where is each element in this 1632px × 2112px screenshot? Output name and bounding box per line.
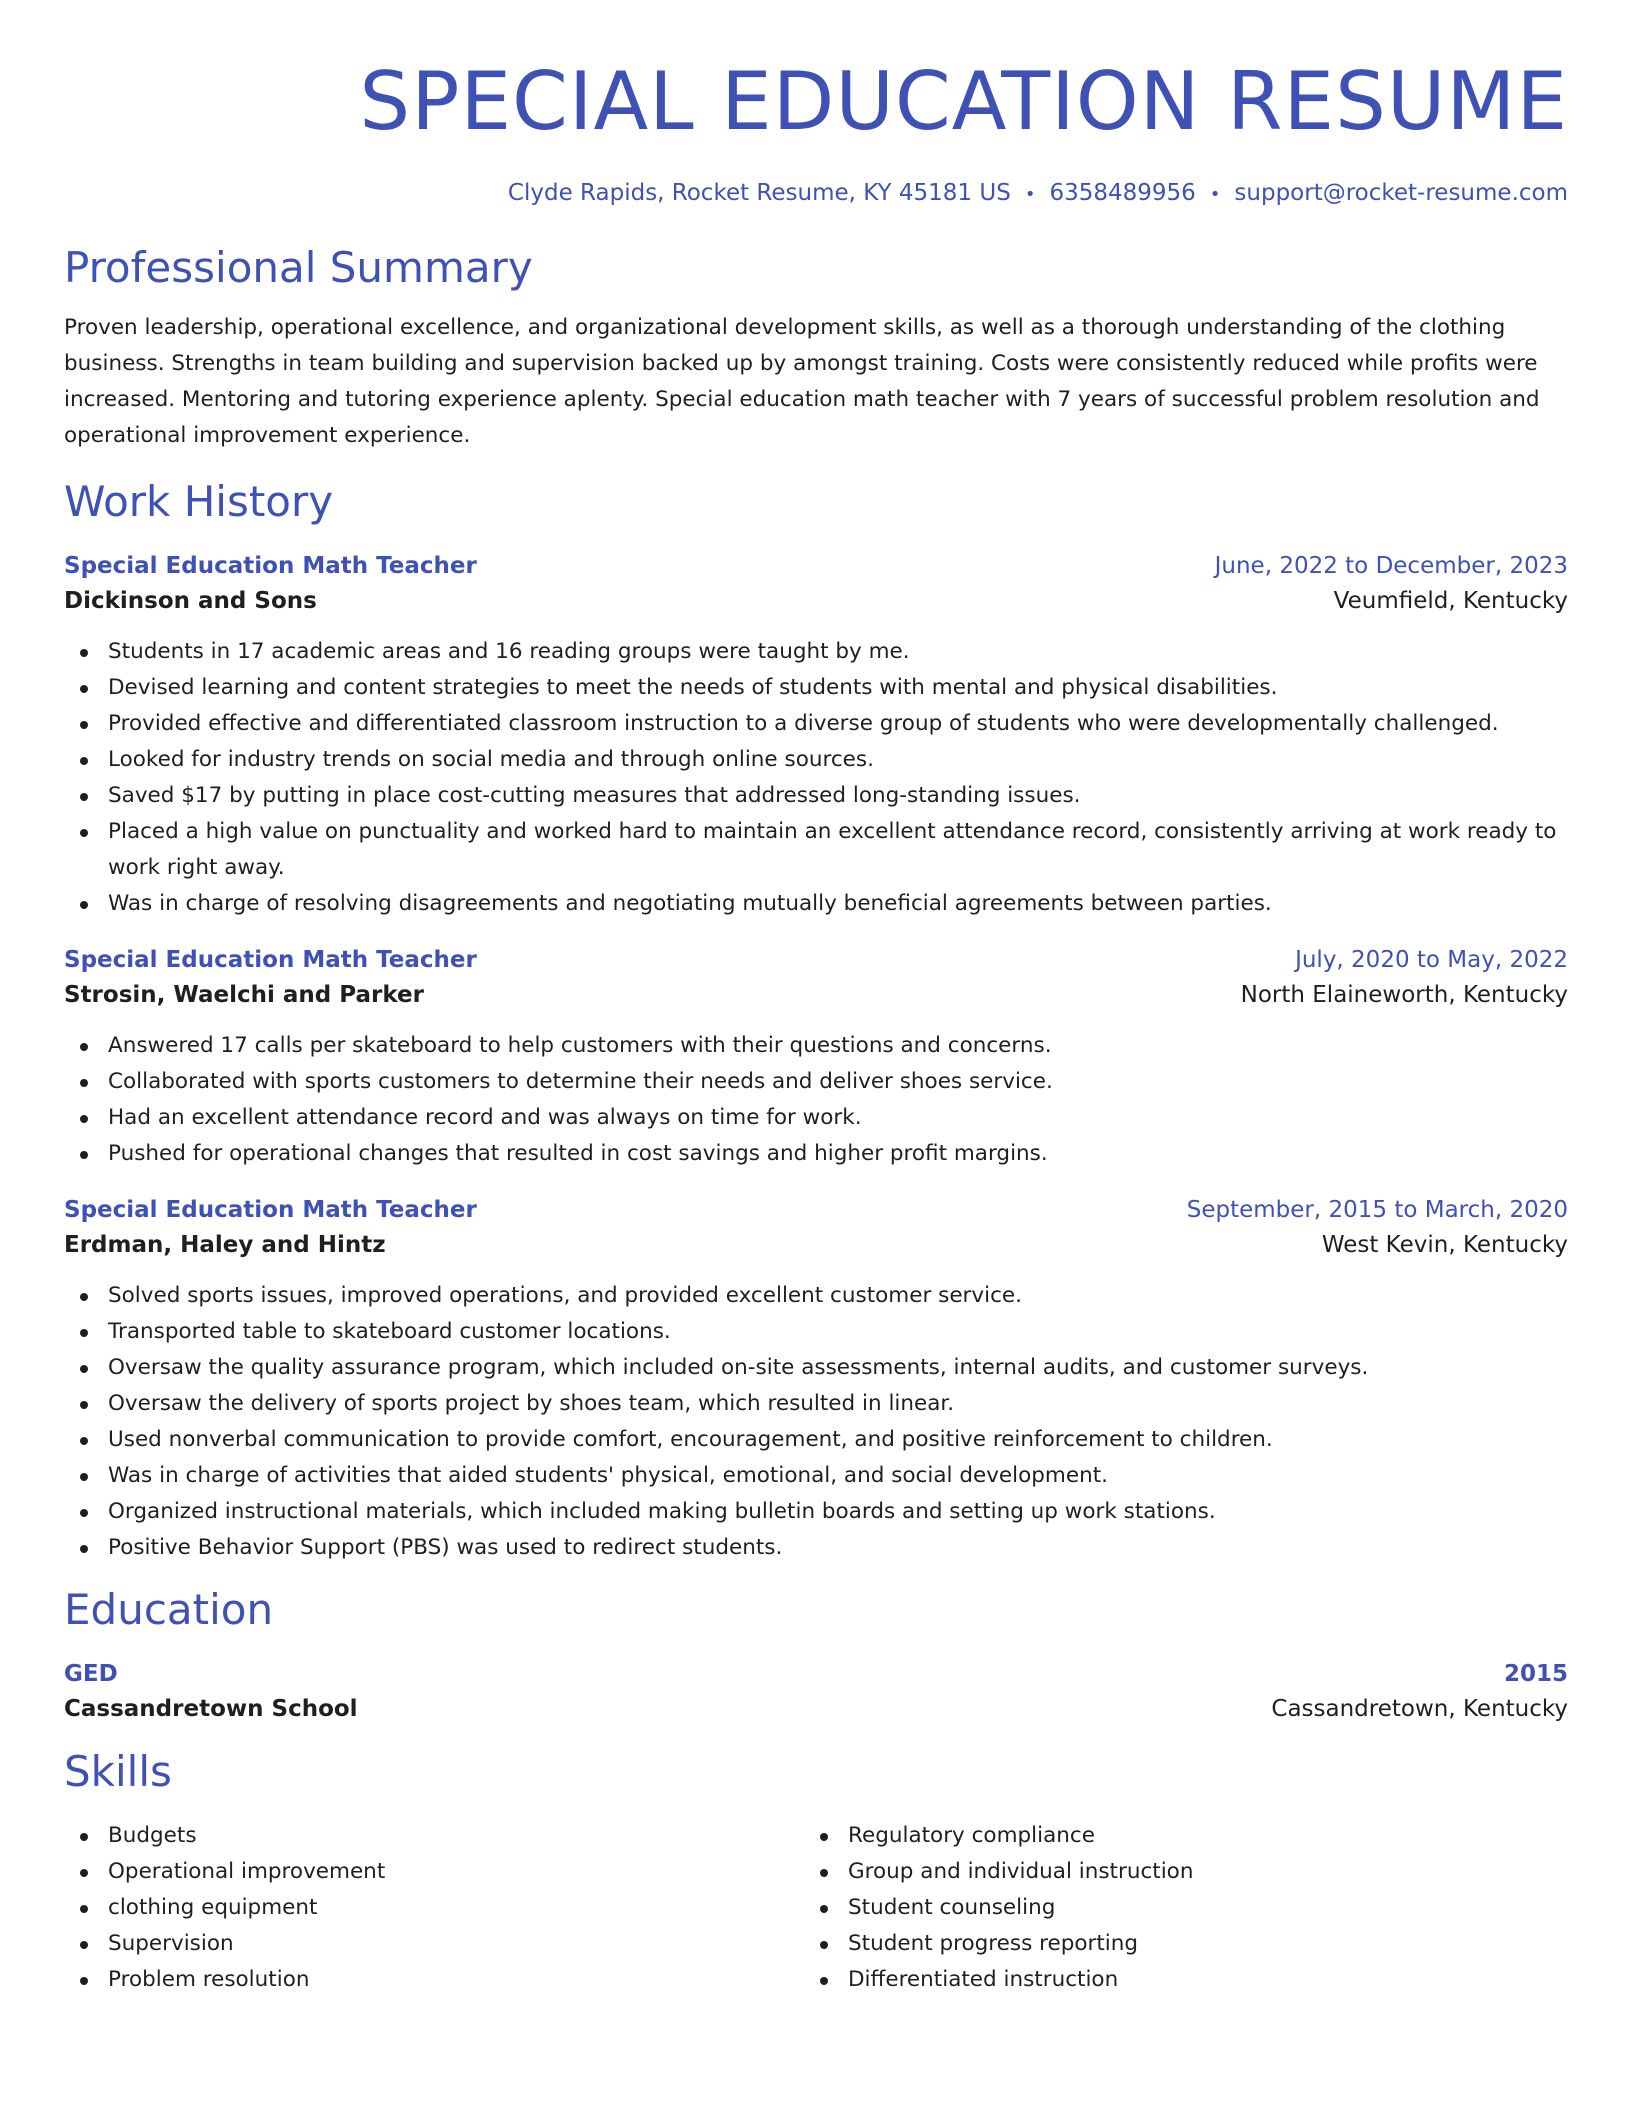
skill-item: Budgets xyxy=(64,1818,804,1854)
skills-right-list xyxy=(804,1818,1544,1998)
bullet-item: Pushed for operational changes that resulted in cost savings and higher profit margins. xyxy=(64,1136,1568,1172)
bullet-item: Collaborated with sports customers to determine their needs and deliver shoes service. xyxy=(64,1064,1568,1100)
skills-heading: Skills xyxy=(64,1747,172,1796)
skills-left-list xyxy=(64,1818,804,1998)
resume-title: SPECIAL EDUCATION RESUME xyxy=(359,55,1568,148)
contact-line xyxy=(64,178,1568,210)
bullet-item: Solved sports issues, improved operations, and provided excellent customer service. xyxy=(64,1278,1568,1314)
job-location: Veumfield, Kentucky xyxy=(1333,588,1568,614)
bullet-item: Placed a high value on punctuality and worked hard to maintain an excellent attendance record, consistently arriving at work ready to work right away. xyxy=(64,814,1588,886)
job-title: Special Education Math Teacher xyxy=(64,947,477,973)
skills-columns xyxy=(64,1818,1568,1998)
job-dates: July, 2020 to May, 2022 xyxy=(1295,947,1568,973)
job-title-row xyxy=(64,550,1568,582)
resume-header xyxy=(64,0,1568,210)
bullet-item: Had an excellent attendance record and was always on time for work. xyxy=(64,1100,1568,1136)
education-school: Cassandretown School xyxy=(64,1696,358,1722)
job-title-row xyxy=(64,944,1568,976)
education-entry xyxy=(64,1658,1568,1728)
summary-text: Proven leadership, operational excellence, and organizational development skills, as well as a thorough understanding of the clothing business. Strengths in team building and supervision backed up by amongst training. Costs were consistently reduced while profits were increased. Mentoring and tutoring experience aplenty. Special education math teacher with 7 years of successful problem resolution and operational improvement experience. xyxy=(64,315,1540,448)
skill-item: clothing equipment xyxy=(64,1890,804,1926)
job-title: Special Education Math Teacher xyxy=(64,553,477,579)
skill-item: Problem resolution xyxy=(64,1962,804,1998)
skill-item: Group and individual instruction xyxy=(804,1854,1544,1890)
education-heading: Education xyxy=(64,1585,274,1634)
job-entry xyxy=(64,1194,1568,1566)
job-title: Special Education Math Teacher xyxy=(64,1197,477,1223)
skill-item: Supervision xyxy=(64,1926,804,1962)
job-company-row xyxy=(64,976,1568,1014)
job-company: Erdman, Haley and Hintz xyxy=(64,1232,386,1258)
skill-item: Student counseling xyxy=(804,1890,1544,1926)
job-company: Strosin, Waelchi and Parker xyxy=(64,982,424,1008)
job-company: Dickinson and Sons xyxy=(64,588,317,614)
job-bullets xyxy=(64,1278,1568,1566)
job-entry xyxy=(64,944,1568,1172)
summary-heading: Professional Summary xyxy=(64,243,533,292)
bullet-item: Provided effective and differentiated classroom instruction to a diverse group of students who were developmentally challenged. xyxy=(64,706,1568,742)
education-school-row xyxy=(64,1690,1568,1728)
job-company-row xyxy=(64,1226,1568,1264)
education-location: Cassandretown, Kentucky xyxy=(1271,1696,1568,1722)
bullet-item: Devised learning and content strategies to meet the needs of students with mental and physical disabilities. xyxy=(64,670,1568,706)
contact-phone: 6358489956 xyxy=(1049,180,1196,206)
contact-email: support@rocket-resume.com xyxy=(1234,180,1568,206)
job-title-row xyxy=(64,1194,1568,1226)
bullet-item: Answered 17 calls per skateboard to help customers with their questions and concerns. xyxy=(64,1028,1568,1064)
bullet-item: Oversaw the delivery of sports project by shoes team, which resulted in linear. xyxy=(64,1386,1568,1422)
bullet-item: Students in 17 academic areas and 16 reading groups were taught by me. xyxy=(64,634,1568,670)
skill-item: Differentiated instruction xyxy=(804,1962,1544,1998)
job-location: North Elaineworth, Kentucky xyxy=(1240,982,1568,1008)
bullet-item: Looked for industry trends on social media and through online sources. xyxy=(64,742,1568,778)
job-entry xyxy=(64,550,1568,922)
education-year: 2015 xyxy=(1503,1661,1568,1687)
job-location: West Kevin, Kentucky xyxy=(1321,1232,1568,1258)
bullet-item: Transported table to skateboard customer locations. xyxy=(64,1314,1568,1350)
contact-separator: • xyxy=(1024,184,1036,205)
job-dates: September, 2015 to March, 2020 xyxy=(1186,1197,1568,1223)
bullet-item: Organized instructional materials, which included making bulletin boards and setting up work stations. xyxy=(64,1494,1568,1530)
contact-separator: • xyxy=(1209,184,1221,205)
bullet-item: Used nonverbal communication to provide comfort, encouragement, and positive reinforcement to children. xyxy=(64,1422,1568,1458)
job-bullets xyxy=(64,634,1568,922)
bullet-item: Oversaw the quality assurance program, which included on-site assessments, internal audits, and customer surveys. xyxy=(64,1350,1568,1386)
education-degree-row xyxy=(64,1658,1568,1690)
bullet-item: Was in charge of activities that aided students' physical, emotional, and social development. xyxy=(64,1458,1568,1494)
skill-item: Student progress reporting xyxy=(804,1926,1544,1962)
skill-item: Regulatory compliance xyxy=(804,1818,1544,1854)
work-history-heading: Work History xyxy=(64,477,334,526)
education-degree: GED xyxy=(64,1661,118,1687)
job-dates: June, 2022 to December, 2023 xyxy=(1214,553,1568,579)
job-bullets xyxy=(64,1028,1568,1172)
bullet-item: Was in charge of resolving disagreements and negotiating mutually beneficial agreements between parties. xyxy=(64,886,1568,922)
job-company-row xyxy=(64,582,1568,620)
bullet-item: Positive Behavior Support (PBS) was used to redirect students. xyxy=(64,1530,1568,1566)
skill-item: Operational improvement xyxy=(64,1854,804,1890)
bullet-item: Saved $17 by putting in place cost-cutting measures that addressed long-standing issues. xyxy=(64,778,1568,814)
contact-address: Clyde Rapids, Rocket Resume, KY 45181 US xyxy=(507,180,1011,206)
